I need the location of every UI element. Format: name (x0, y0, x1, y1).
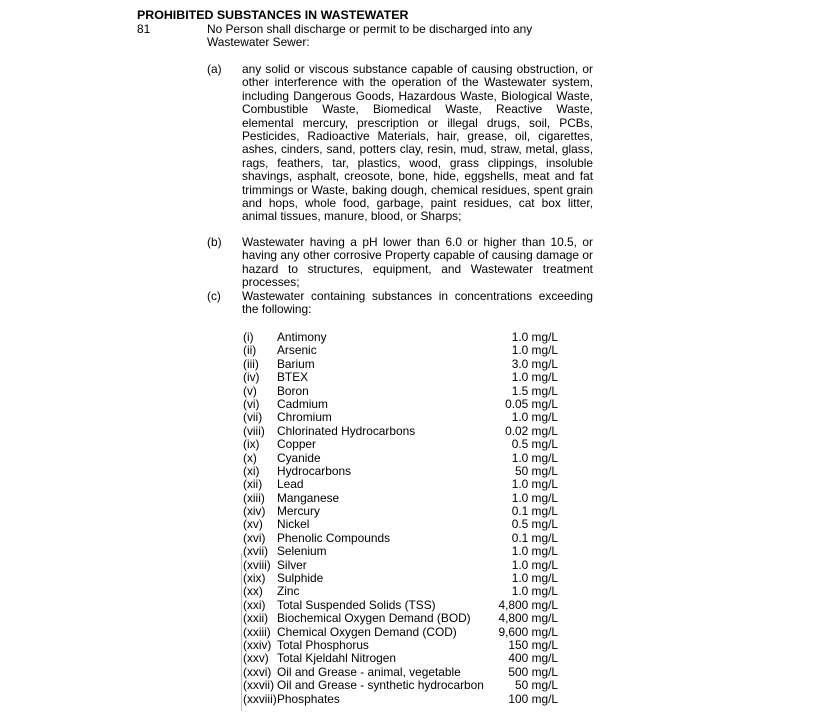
substance-name: Total Kjeldahl Nitrogen (277, 651, 396, 666)
limit-value: 1.0 mg/L (511, 557, 558, 572)
limit-number: (xix) (243, 571, 266, 586)
limit-value: 500 mg/L (508, 664, 558, 679)
table-row (243, 693, 558, 706)
table-row (243, 478, 558, 491)
substance-name: Boron (277, 383, 309, 398)
limit-value: 0.05 mg/L (505, 396, 558, 411)
limit-value: 3.0 mg/L (511, 356, 558, 371)
limit-value: 1.0 mg/L (511, 410, 558, 425)
limit-value: 1.0 mg/L (511, 571, 558, 586)
table-row (243, 612, 558, 625)
substance-name: Mercury (277, 504, 320, 519)
substance-name: Biochemical Oxygen Demand (BOD) (277, 611, 471, 626)
limit-value: 1.0 mg/L (511, 544, 558, 559)
limit-value: 4,800 mg/L (498, 597, 558, 612)
table-row (243, 652, 558, 665)
limit-number: (x) (243, 450, 257, 465)
limit-number: (xvii) (243, 544, 269, 559)
concentration-limits-table (243, 331, 558, 706)
limit-number: (xi) (243, 463, 260, 478)
limit-number: (xvi) (243, 530, 266, 545)
table-row (243, 585, 558, 598)
limit-number: (xiii) (243, 490, 265, 505)
limit-number: (ix) (243, 437, 260, 452)
table-row (243, 492, 558, 505)
limit-value: 1.0 mg/L (511, 584, 558, 599)
limit-number: (xxvi) (243, 664, 272, 679)
limit-number: (xxiii) (243, 624, 271, 639)
section-heading: PROHIBITED SUBSTANCES IN WASTEWATER (137, 8, 409, 22)
limit-number: (xx) (243, 584, 263, 599)
substance-name: Oil and Grease - synthetic hydrocarbon (277, 678, 484, 693)
limit-number: (xii) (243, 477, 263, 492)
limit-number: (ii) (243, 343, 257, 358)
substance-name: Chemical Oxygen Demand (COD) (277, 624, 457, 639)
limit-value: 400 mg/L (508, 651, 558, 666)
limit-number: (xxvii) (243, 678, 275, 693)
limit-value: 0.1 mg/L (511, 530, 558, 545)
table-row (243, 505, 558, 518)
limit-number: (xiv) (243, 504, 266, 519)
table-row (243, 358, 558, 371)
intro-text: No Person shall discharge or permit to be discharged into any Wastewater Sewer: (207, 22, 533, 50)
substance-name: Manganese (277, 490, 340, 505)
table-row (243, 599, 558, 612)
limit-number: (v) (243, 383, 257, 398)
limit-number: (iv) (243, 370, 260, 385)
table-row (243, 572, 558, 585)
table-row (243, 666, 558, 679)
substance-name: Silver (277, 557, 307, 572)
section-number: 81 (137, 22, 151, 36)
substance-name: BTEX (277, 370, 309, 385)
limit-value: 50 mg/L (515, 463, 558, 478)
substance-name: Copper (277, 437, 316, 452)
limit-number: (xxviii) (243, 691, 277, 706)
table-row (243, 425, 558, 438)
limit-number: (xxv) (243, 651, 269, 666)
limit-value: 0.5 mg/L (511, 437, 558, 452)
change-bar (241, 553, 242, 711)
limit-value: 1.0 mg/L (511, 490, 558, 505)
limit-value: 1.0 mg/L (511, 370, 558, 385)
limit-number: (iii) (243, 356, 259, 371)
substance-name: Sulphide (277, 571, 324, 586)
limit-number: (xv) (243, 517, 263, 532)
limit-value: 0.02 mg/L (505, 423, 558, 438)
limit-value: 0.5 mg/L (511, 517, 558, 532)
table-row (243, 679, 558, 692)
limit-value: 50 mg/L (515, 678, 558, 693)
clause-b-label: (b) (207, 235, 222, 249)
table-row (243, 371, 558, 384)
limit-value: 1.0 mg/L (511, 343, 558, 358)
substance-name: Arsenic (277, 343, 317, 358)
substance-name: Chlorinated Hydrocarbons (277, 423, 416, 438)
table-row (243, 398, 558, 411)
table-row (243, 411, 558, 424)
limit-number: (xviii) (243, 557, 271, 572)
limit-value: 4,800 mg/L (498, 611, 558, 626)
substance-name: Phosphates (277, 691, 340, 706)
table-row (243, 559, 558, 572)
clause-a-label: (a) (207, 62, 222, 76)
limit-value: 9,600 mg/L (498, 624, 558, 639)
clause-b-text: Wastewater having a pH lower than 6.0 or higher than 10.5, or having any other corrosive Property capable of causing damage or hazard to structures, equipment, and Wastewater treatment processes; (242, 235, 593, 290)
substance-name: Hydrocarbons (277, 463, 352, 478)
limit-value: 1.0 mg/L (511, 477, 558, 492)
substance-name: Phenolic Compounds (277, 530, 391, 545)
limit-number: (xxi) (243, 597, 266, 612)
table-row (243, 626, 558, 639)
substance-name: Zinc (277, 584, 300, 599)
limit-value: 100 mg/L (508, 691, 558, 706)
limit-value: 1.0 mg/L (511, 450, 558, 465)
limit-number: (vi) (243, 396, 260, 411)
substance-name: Barium (277, 356, 315, 371)
table-row (243, 545, 558, 558)
table-row (243, 331, 558, 344)
substance-name: Selenium (277, 544, 327, 559)
substance-name: Cadmium (277, 396, 328, 411)
limit-number: (i) (243, 330, 254, 344)
substance-name: Antimony (277, 330, 327, 344)
clause-c-label: (c) (207, 289, 221, 303)
substance-name: Nickel (277, 517, 310, 532)
substance-name: Cyanide (277, 450, 321, 465)
substance-name: Total Phosphorus (277, 637, 369, 652)
table-row (243, 639, 558, 652)
substance-name: Chromium (277, 410, 332, 425)
substance-name: Oil and Grease - animal, vegetable (277, 664, 461, 679)
limit-value: 1.5 mg/L (511, 383, 558, 398)
substance-name: Total Suspended Solids (TSS) (277, 597, 436, 612)
limit-value: 150 mg/L (508, 637, 558, 652)
table-row (243, 532, 558, 545)
table-row (243, 518, 558, 531)
limit-number: (vii) (243, 410, 263, 425)
table-row (243, 452, 558, 465)
table-row (243, 385, 558, 398)
limit-number: (xxii) (243, 611, 269, 626)
clause-c-text: Wastewater containing substances in concentrations exceeding the following: (242, 289, 593, 317)
limit-number: (viii) (243, 423, 265, 438)
table-row (243, 438, 558, 451)
table-row (243, 344, 558, 357)
substance-name: Lead (277, 477, 304, 492)
limit-value: 0.1 mg/L (511, 504, 558, 519)
limit-number: (xxiv) (243, 637, 272, 652)
clause-a-text: any solid or viscous substance capable of causing obstruction, or other interference with the operation of the Wastewater system, including Dangerous Goods, Hazardous Waste, Biological Waste, Combustible Waste, Biomedical Waste, Reactive Waste, elemental mercury, prescription or illegal drugs, soil, PCBs, Pesticides, Radioactive Materials, hair, grease, oil, cigarettes, ashes, cinders, sand, potters clay, resin, mud, straw, metal, glass, rags, feathers, tar, plastics, wood, grass clippings, insoluble shavings, asphalt, creosote, bone, hide, eggshells, meat and fat trimmings or Waste, baking dough, chemical residues, spent grain and hops, whole food, garbage, paint residues, cat box litter, animal tissues, manure, blood, or Sharps; (242, 62, 593, 224)
limit-value: 1.0 mg/L (511, 330, 558, 344)
table-row (243, 465, 558, 478)
